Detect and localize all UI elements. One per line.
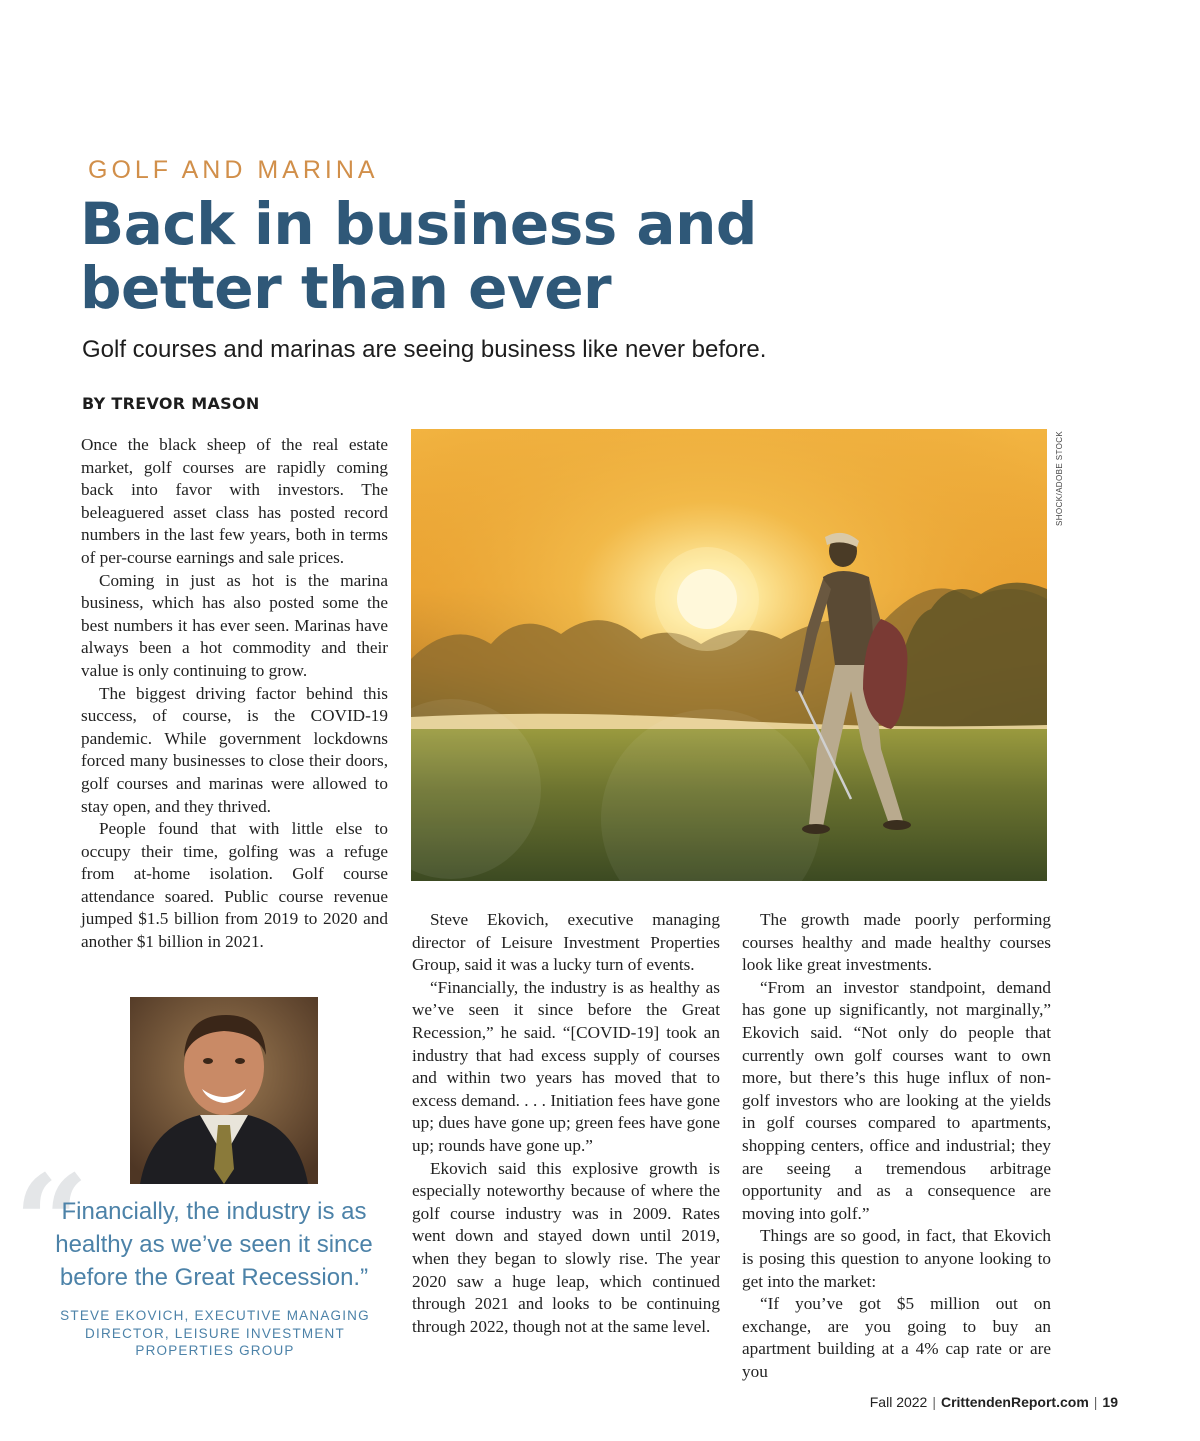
paragraph: Once the black sheep of the real estate market, golf courses are rapidly coming back into favor with investors. The beleaguered asset class has posted record numbers in the last few years, both in terms of per-course earnings and sale prices.	[81, 435, 388, 567]
paragraph: “From an investor standpoint, demand has gone up significantly, not marginally,” Ekovich said. “Not only do people that currently own golf courses want to own more, but there’s this huge influx of non-golf investors who are looking at the yields in golf courses compared to apartments, shopping centers, office and industrial; they are seeing a tremendous arbitrage opportunity and as a consequence are moving into golf.”	[742, 977, 1051, 1223]
headline-line-1: Back in business and	[80, 190, 757, 258]
section-kicker: GOLF AND MARINA	[88, 156, 379, 184]
pull-quote-attribution: STEVE EKOVICH, EXECUTIVE MANAGING DIRECTOR, LEISURE INVESTMENT PROPERTIES GROUP	[60, 1308, 370, 1358]
dek-subtitle: Golf courses and marinas are seeing business like never before.	[82, 336, 767, 363]
article-column-2	[412, 909, 720, 1338]
article-column-1	[81, 434, 388, 954]
issue-label: Fall 2022	[869, 1394, 928, 1410]
article-column-3	[742, 909, 1051, 1383]
paragraph: Coming in just as hot is the marina business, which has also posted some the best numbers it has ever seen. Marinas have always been a hot commodity and their value is only continuing to grow.	[81, 570, 388, 680]
quote-mark-icon: “	[14, 1146, 89, 1299]
page-footer	[870, 1394, 1118, 1410]
photo-illustration	[411, 429, 1047, 881]
footer-divider: |	[932, 1394, 936, 1410]
byline: BY TREVOR MASON	[82, 394, 260, 413]
paragraph: Ekovich said this explosive growth is especially noteworthy because of where the golf course industry was in 2009. Rates went down and stayed down until 2019, when they began to slowly rise. The year 2020 saw a huge leap, which continued through 2021 and looks to be continuing through 2022, though not at the same level.	[412, 1158, 720, 1336]
paragraph: Steve Ekovich, executive managing director of Leisure Investment Properties Group, said it was a lucky turn of events.	[412, 910, 720, 975]
headshot-illustration	[130, 997, 318, 1184]
paragraph: The biggest driving factor behind this success, of course, is the COVID-19 pandemic. While government lockdowns forced many businesses to close their doors, golf courses and marinas were allowed to stay open, and they thrived.	[81, 683, 388, 816]
headline	[80, 192, 800, 320]
paragraph: “If you’ve got $5 million out on exchange, are you going to buy an apartment building at a 4% cap rate or are you	[742, 1294, 1051, 1381]
paragraph: Things are so good, in fact, that Ekovich is posing this question to anyone looking to get into the market:	[742, 1226, 1051, 1291]
headline-line-2: better than ever	[80, 254, 612, 322]
footer-divider: |	[1093, 1394, 1098, 1410]
paragraph: People found that with little else to occupy their time, golfing was a refuge from at-home isolation. Golf course attendance soared. Public course revenue jumped $1.5 billion from 2019 to 2020 and another $1 billion in 2021.	[81, 819, 388, 952]
pull-quote: Financially, the industry is as healthy as we’ve seen it since before the Great Recession.”	[55, 1198, 373, 1291]
golfer-sunset-photo	[411, 429, 1047, 881]
site-name: CrittendenReport.com	[940, 1394, 1089, 1410]
photo-credit: SHOCK/ADOBE STOCK	[1055, 430, 1064, 526]
page-number: 19	[1102, 1394, 1118, 1410]
paragraph: The growth made poorly performing courses healthy and made healthy courses look like great investments.	[742, 910, 1051, 975]
headshot-photo	[130, 997, 318, 1184]
paragraph: “Financially, the industry is as healthy as we’ve seen it since before the Great Recession,” he said. “[COVID-19] took an industry that had excess supply of courses and within two years has moved that to excess demand. . . . Initiation fees have gone up; dues have gone up; green fees have gone up; rounds have gone up.”	[412, 977, 720, 1155]
